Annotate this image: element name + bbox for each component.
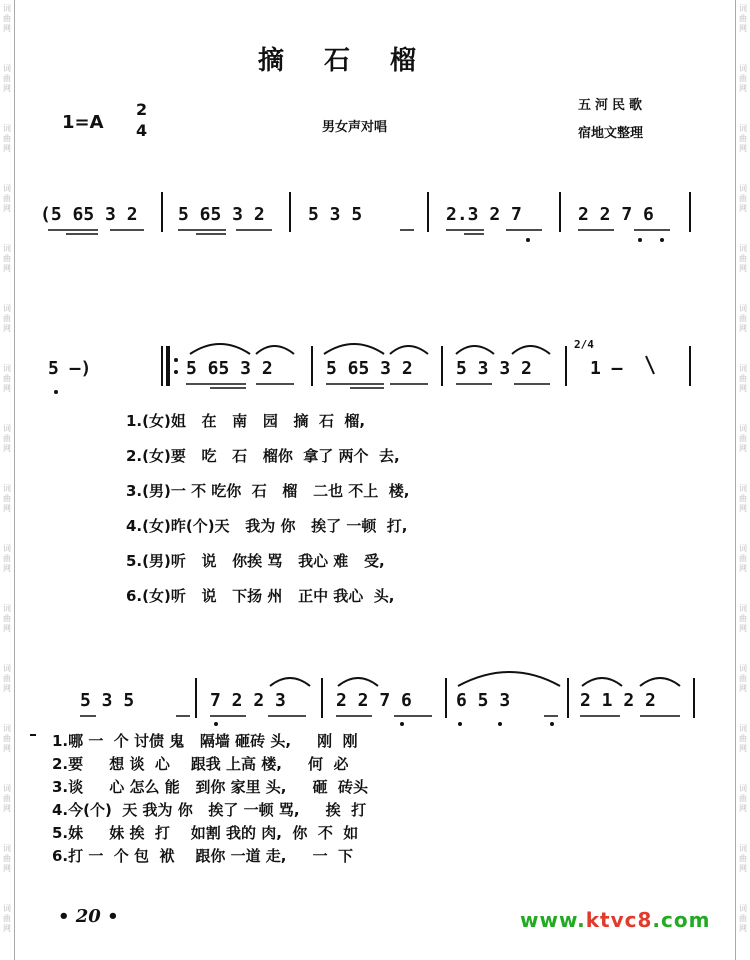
watermark-text: 词 曲 网 — [739, 4, 747, 33]
watermark-text: 词 曲 网 — [739, 664, 747, 693]
slur — [256, 346, 294, 354]
site-watermark: www.ktvc8.com — [520, 908, 711, 932]
time-signature-bottom: 4 — [136, 121, 148, 140]
key-signature: 1=A — [62, 112, 104, 133]
watermark-text: 词 曲 网 — [3, 244, 11, 273]
measure-14: 6 5 3 — [456, 690, 511, 711]
lyric-line: 6.(女)听 说 下扬 州 正中 我心 头, — [126, 587, 395, 605]
lyric-line: 4.(女)昨(个)天 我为 你 挨了 一顿 打, — [126, 517, 408, 535]
slur — [512, 346, 550, 354]
slur — [190, 344, 250, 354]
arranger-credit: 宿地文整理 — [578, 126, 644, 141]
lyric-line: 2.(女)要 吃 石 榴你 拿了 两个 去, — [126, 447, 400, 465]
watermark-text: 词 曲 网 — [3, 64, 11, 93]
lyric-line: 5.妹 妹 挨 打 如割 我的 肉, 你 不 如 — [52, 824, 359, 842]
watermark-text: 词 曲 网 — [3, 604, 11, 633]
measure-6: 5 –) — [48, 358, 92, 379]
slur — [456, 346, 494, 354]
lyric-line: 6.打 一 个 包 袱 跟你 一道 走, 一 下 — [52, 847, 354, 865]
watermark-text: 词 曲 网 — [739, 724, 747, 753]
slur — [270, 678, 310, 686]
measure-13: 2 2 7 6 — [336, 690, 412, 711]
time-change: 2/4 — [574, 338, 594, 351]
watermark-text: 词 曲 网 — [3, 544, 11, 573]
voice-type: 男女声对唱 — [322, 120, 388, 135]
measure-5: 2 2 7 6 — [578, 204, 654, 225]
slur — [324, 344, 384, 354]
slur — [390, 346, 428, 354]
watermark-text: 词 曲 网 — [3, 124, 11, 153]
watermark-text: 词 曲 网 — [739, 424, 747, 453]
watermark-text: 词 曲 网 — [739, 784, 747, 813]
watermark-text: 词 曲 网 — [3, 484, 11, 513]
watermark-text: 词 曲 网 — [3, 904, 11, 933]
watermark-text: 词 曲 网 — [3, 784, 11, 813]
measure-1: (5 65 3 2 — [40, 204, 138, 225]
slur — [640, 678, 680, 686]
song-title: 摘石榴 — [258, 46, 457, 76]
watermark-text: 词 曲 网 — [739, 244, 747, 273]
page-number: • 20 • — [58, 906, 119, 927]
slur — [458, 672, 560, 686]
measure-12: 7 2 2 3 — [210, 690, 286, 711]
measure-7: 5 65 3 2 — [186, 358, 273, 379]
time-signature-top: 2 — [136, 100, 148, 119]
watermark-text: 词 曲 网 — [3, 844, 11, 873]
watermark-text: 词 曲 网 — [3, 304, 11, 333]
measure-11: 5 3 5 — [80, 690, 135, 711]
watermark-text: 词 曲 网 — [3, 424, 11, 453]
measure-10: 1 – — [590, 358, 623, 379]
lyric-line: 1.(女)姐 在 南 园 摘 石 榴, — [126, 412, 366, 430]
lyric-line: 2.要 想 谈 心 跟我 上高 楼, 何 必 — [52, 755, 349, 773]
lyric-line: 1.哪 一 个 讨债 鬼 隔墙 砸砖 头, 刚 刚 — [52, 732, 358, 750]
watermark-text: 词 曲 网 — [739, 484, 747, 513]
song-origin: 五河民歌 — [578, 98, 647, 113]
lyric-line: 5.(男)听 说 你挨 骂 我心 难 受, — [126, 552, 385, 570]
watermark-text: 词 曲 网 — [739, 64, 747, 93]
lyric-line: 4.今(个) 天 我为 你 挨了 一顿 骂, 挨 打 — [52, 801, 367, 819]
watermark-text: 词 曲 网 — [3, 364, 11, 393]
watermark-text: 词 曲 网 — [3, 724, 11, 753]
watermark-text: 词 曲 网 — [3, 4, 11, 33]
measure-9: 5 3 3 2 — [456, 358, 532, 379]
watermark-text: 词 曲 网 — [3, 664, 11, 693]
watermark-text: 词 曲 网 — [3, 184, 11, 213]
measure-3: 5 3 5 — [308, 204, 363, 225]
slur — [338, 678, 378, 686]
measure-2: 5 65 3 2 — [178, 204, 265, 225]
watermark-text: 词 曲 网 — [739, 184, 747, 213]
watermark-text: 词 曲 网 — [739, 364, 747, 393]
measure-4: 2.3 2 7 — [446, 204, 522, 225]
watermark-text: 词 曲 网 — [739, 904, 747, 933]
measure-8: 5 65 3 2 — [326, 358, 413, 379]
slur — [582, 678, 622, 686]
lyric-line: 3.(男)一 不 吃你 石 榴 二也 不上 楼, — [126, 482, 410, 500]
lyric-line: 3.谈 心 怎么 能 到你 家里 头, 砸 砖头 — [52, 778, 369, 796]
watermark-text: 词 曲 网 — [739, 304, 747, 333]
measure-15: 2 1 2 2 — [580, 690, 656, 711]
watermark-text: 词 曲 网 — [739, 124, 747, 153]
watermark-text: 词 曲 网 — [739, 844, 747, 873]
watermark-text: 词 曲 网 — [739, 604, 747, 633]
watermark-text: 词 曲 网 — [739, 544, 747, 573]
